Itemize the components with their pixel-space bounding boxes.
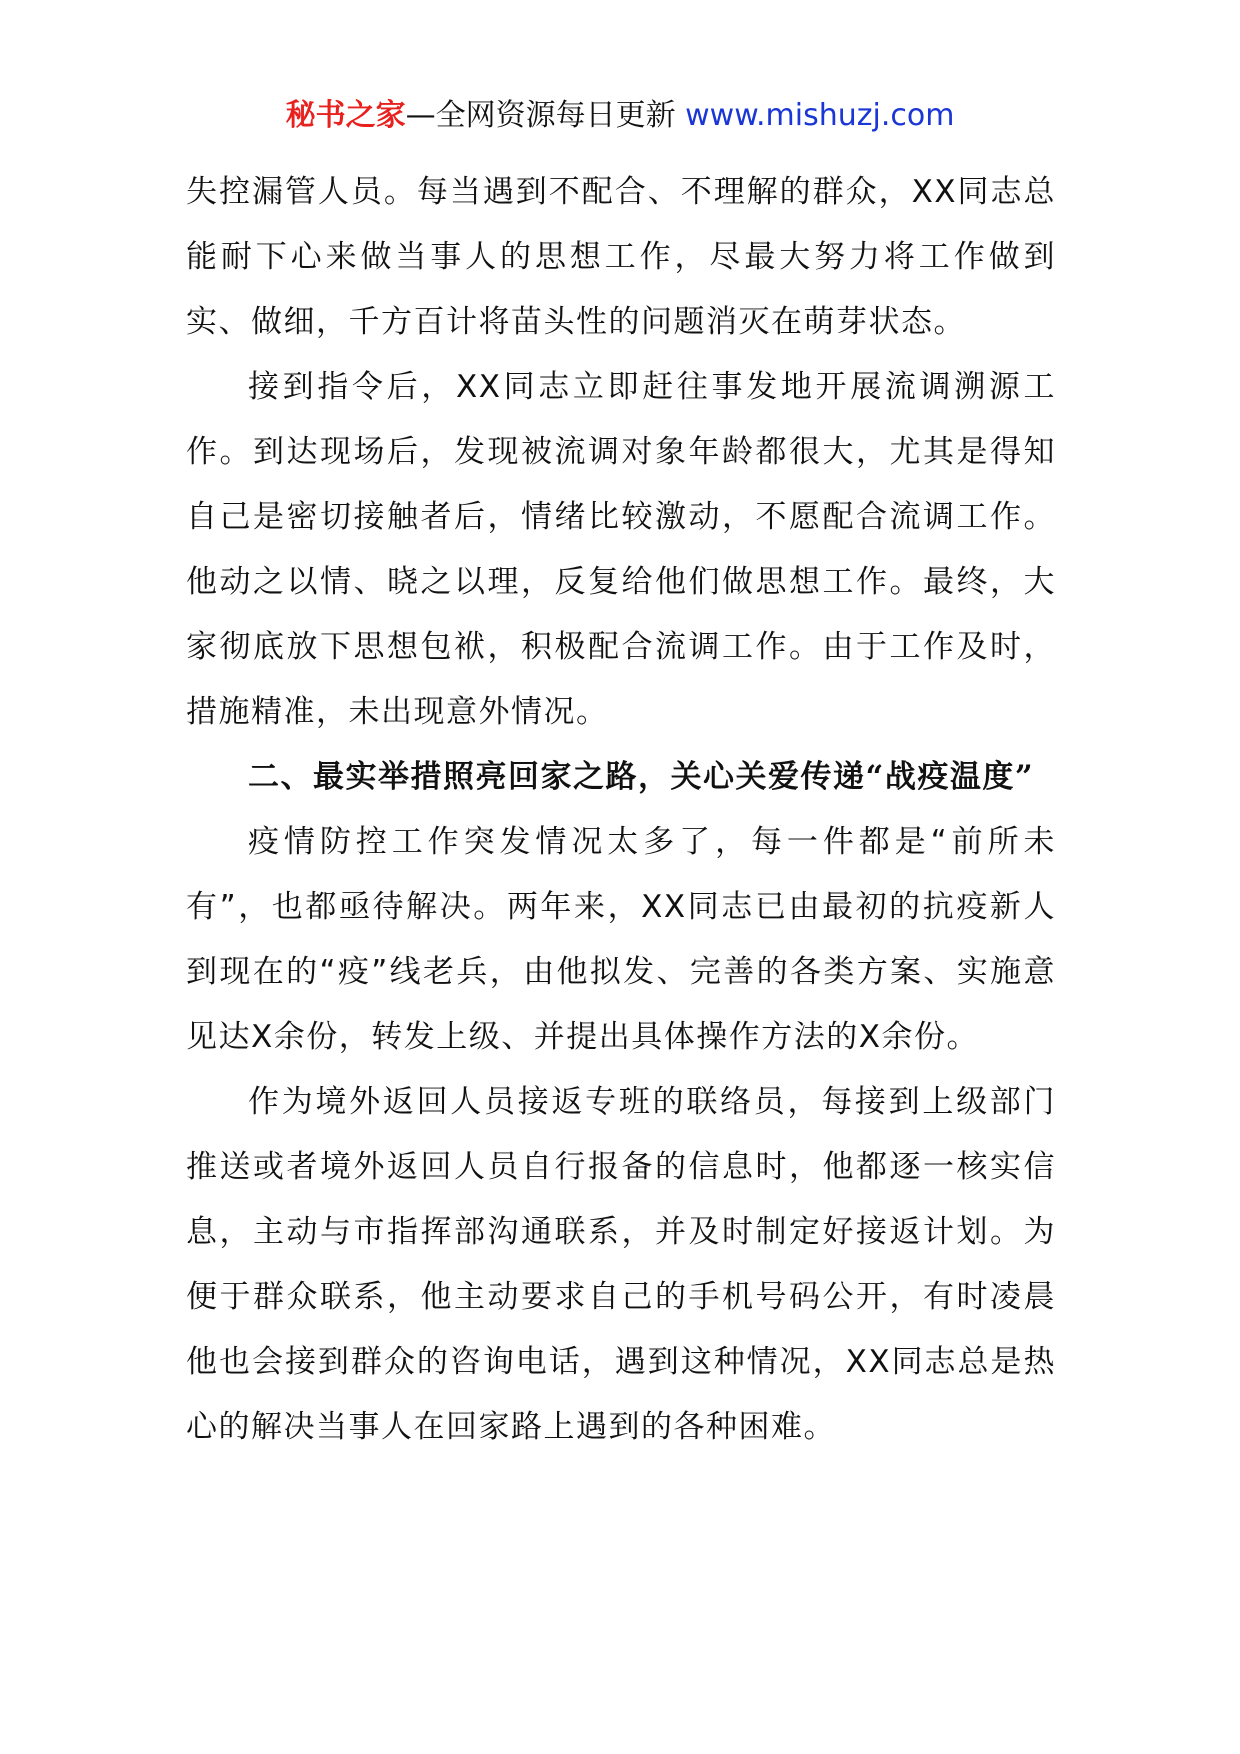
page-header xyxy=(0,96,1240,136)
paragraph: 接到指令后，XX同志立即赶往事发地开展流调溯源工作。到达现场后，发现被流调对象年龄都很大，尤其是得知自己是密切接触者后，情绪比较激动，不愿配合流调工作。他动之以情、晓之以理，反复给他们做思想工作。最终，大家彻底放下思想包袱，积极配合流调工作。由于工作及时，措施精准，未出现意外情况。 xyxy=(186,369,1056,730)
document-body xyxy=(186,160,1056,1460)
paragraph-continued: 失控漏管人员。每当遇到不配合、不理解的群众，XX同志总能耐下心来做当事人的思想工作，尽最大努力将工作做到实、做细，千方百计将苗头性的问题消灭在萌芽状态。 xyxy=(186,174,1056,340)
site-url-link[interactable]: www.mishuzj.com xyxy=(685,98,955,133)
paragraph: 作为境外返回人员接返专班的联络员，每接到上级部门推送或者境外返回人员自行报备的信息时，他都逐一核实信息，主动与市指挥部沟通联系，并及时制定好接返计划。为便于群众联系，他主动要求自己的手机号码公开，有时凌晨他也会接到群众的咨询电话，遇到这种情况，XX同志总是热心的解决当事人在回家路上遇到的各种困难。 xyxy=(186,1084,1056,1445)
section-heading: 二、最实举措照亮回家之路，关心关爱传递“战疫温度” xyxy=(248,759,1035,795)
site-brand: 秘书之家 xyxy=(285,98,406,133)
site-tagline: —全网资源每日更新 xyxy=(405,98,676,133)
paragraph: 疫情防控工作突发情况太多了，每一件都是“前所未有”，也都亟待解决。两年来，XX同志已由最初的抗疫新人到现在的“疫”线老兵，由他拟发、完善的各类方案、实施意见达X余份，转发上级、并提出具体操作方法的X余份。 xyxy=(186,824,1056,1055)
